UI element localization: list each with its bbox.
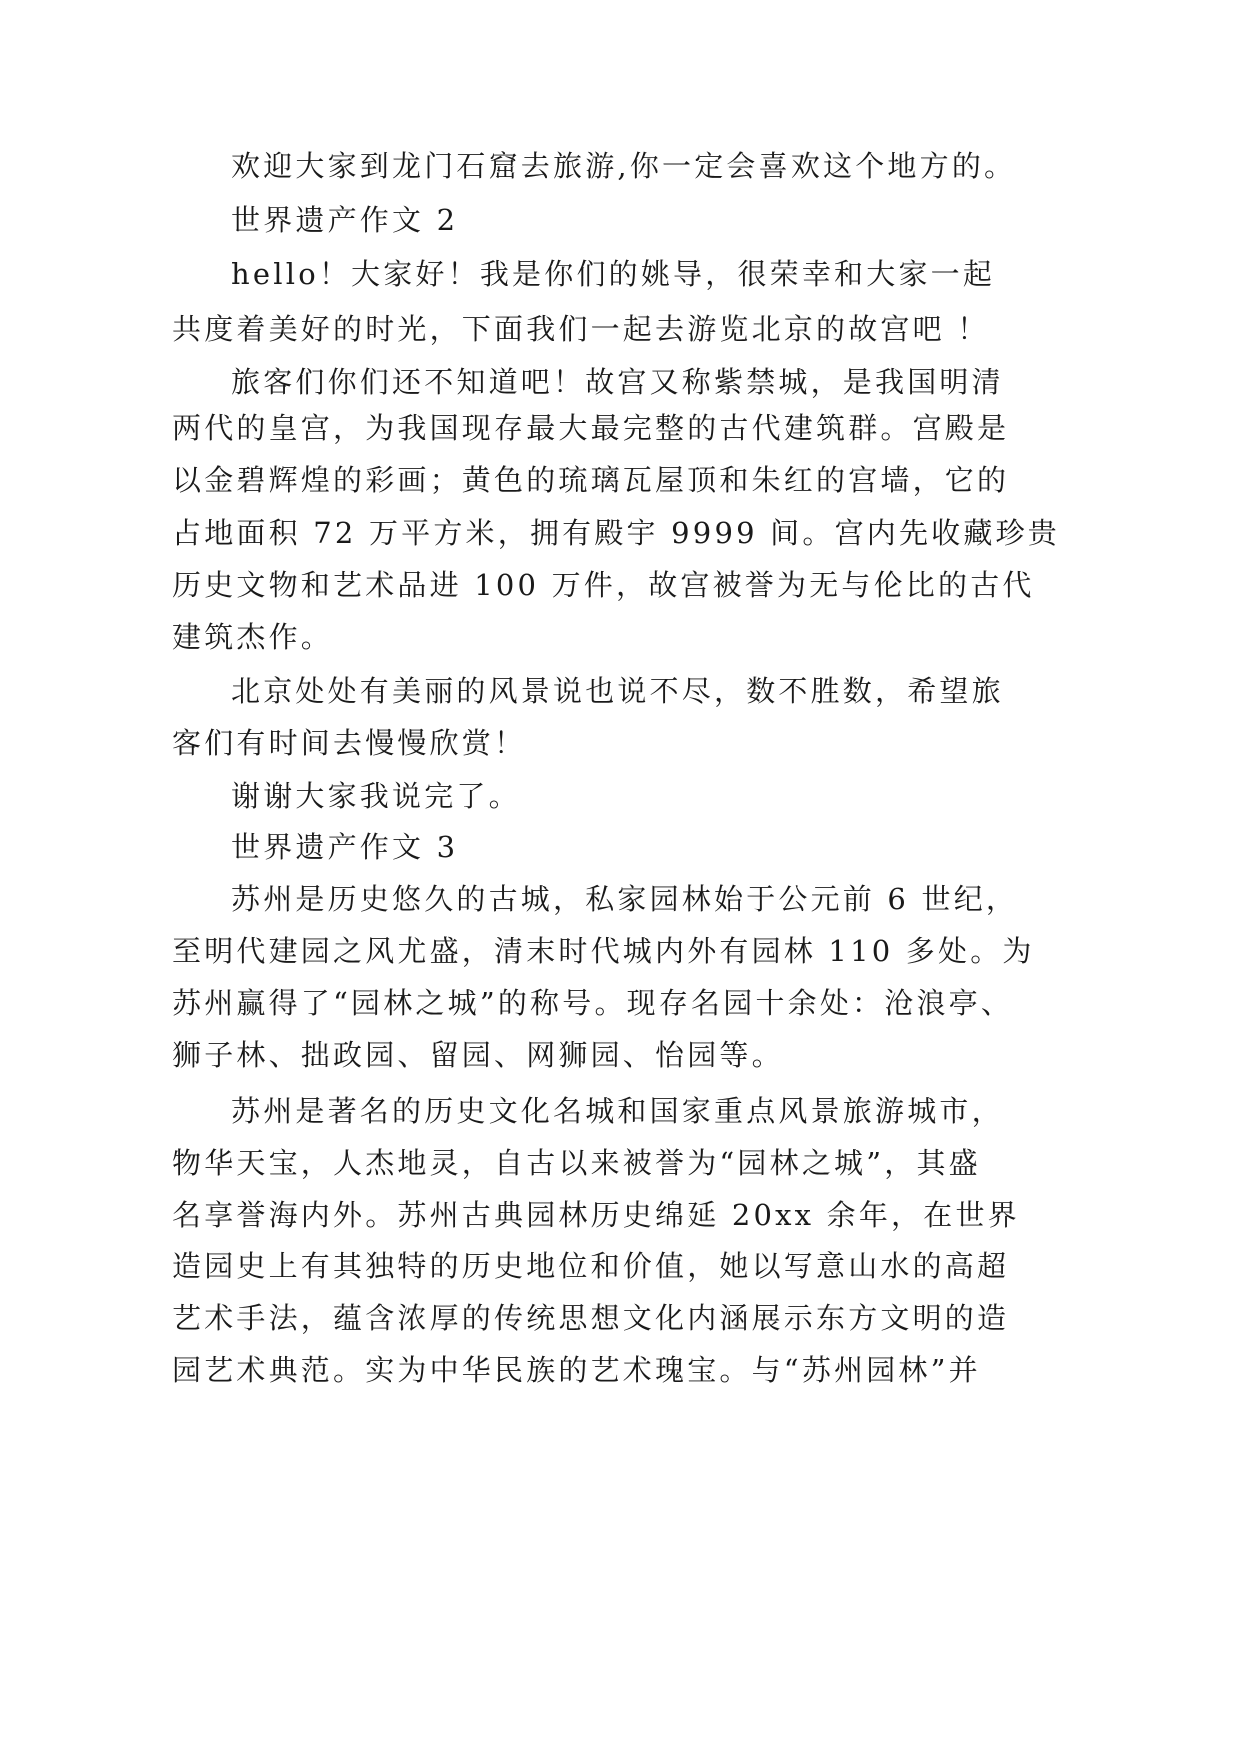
text-line: 北京处处有美丽的风景说也说不尽，数不胜数，希望旅: [231, 674, 1004, 708]
text-line: 占地面积 72 万平方米，拥有殿宇 9999 间。宫内先收藏珍贵: [172, 516, 1060, 550]
text-line: 共度着美好的时光，下面我们一起去游览北京的故宫吧 ！: [172, 312, 990, 346]
text-line: 至明代建园之风尤盛，清末时代城内外有园林 110 多处。为: [172, 934, 1035, 968]
text-line: 造园史上有其独特的历史地位和价值，她以写意山水的高超: [172, 1249, 1010, 1283]
text-line: 园艺术典范。实为中华民族的艺术瑰宝。与“苏州园林”并: [172, 1353, 981, 1387]
text-line: 苏州是历史悠久的古城，私家园林始于公元前 6 世纪，: [231, 882, 1019, 916]
text-line: 谢谢大家我说完了。: [231, 779, 521, 813]
text-line: 苏州赢得了“园林之城”的称号。现存名园十余处：沧浪亭、: [172, 986, 1014, 1020]
text-line: 历史文物和艺术品进 100 万件，故宫被誉为无与伦比的古代: [172, 568, 1035, 602]
text-line: 物华天宝，人杰地灵，自古以来被誉为“园林之城”，其盛: [172, 1146, 981, 1180]
text-line: 狮子林、拙政园、留园、网狮园、怡园等。: [172, 1038, 784, 1072]
text-line: 苏州是著名的历史文化名城和国家重点风景旅游城市，: [231, 1094, 1004, 1128]
text-line: 旅客们你们还不知道吧！故宫又称紫禁城，是我国明清: [231, 365, 1004, 399]
section-heading: 世界遗产作文 3: [231, 830, 459, 864]
section-heading: 世界遗产作文 2: [231, 203, 459, 237]
text-line: 两代的皇宫，为我国现存最大最完整的古代建筑群。宫殿是: [172, 411, 1010, 445]
text-line: 客们有时间去慢慢欣赏！: [172, 726, 527, 760]
text-line: 名享誉海内外。苏州古典园林历史绵延 20xx 余年，在世界: [172, 1198, 1020, 1232]
text-line: 以金碧辉煌的彩画；黄色的琉璃瓦屋顶和朱红的宫墙，它的: [172, 463, 1010, 497]
text-line: 欢迎大家到龙门石窟去旅游,你一定会喜欢这个地方的。: [231, 149, 1017, 183]
text-line: hello！大家好！我是你们的姚导，很荣幸和大家一起: [231, 257, 996, 291]
text-line: 建筑杰作。: [172, 620, 334, 654]
text-line: 艺术手法，蕴含浓厚的传统思想文化内涵展示东方文明的造: [172, 1301, 1010, 1335]
